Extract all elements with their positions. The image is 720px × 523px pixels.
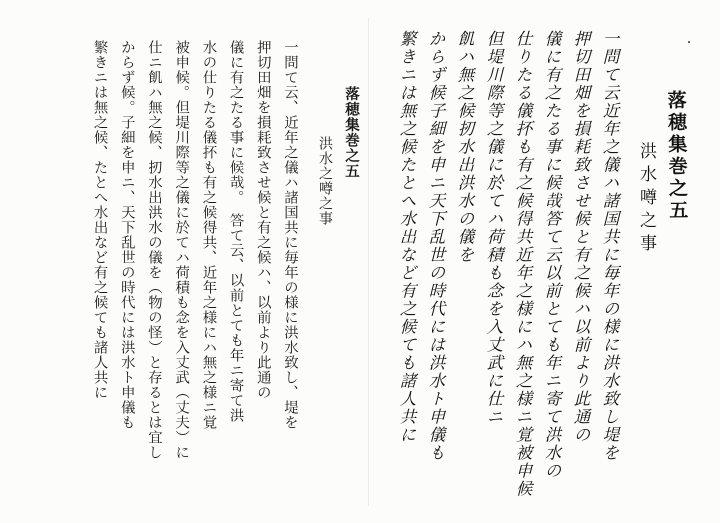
handwritten-manuscript xyxy=(392,30,692,500)
manuscript-line: 繁きニは無之候たとへ水出など有之候ても諸人共に xyxy=(397,29,416,445)
manuscript-title: 落穂集巻之五 xyxy=(664,89,689,223)
manuscript-mark-icon: ・ xyxy=(684,38,694,49)
printed-line: 仕ニ飢ハ無之候、扨水出洪水の儀を（物の怪）と存るとは宜し xyxy=(145,40,162,460)
printed-line: 水の仕りたる儀抔も有之候得共、近年之様にハ無之様ニ覚 xyxy=(200,40,217,430)
manuscript-line: 一問て云近年之儀ハ諸国共に毎年の様に洪水致し堤を xyxy=(600,29,619,463)
manuscript-line: 但堤川際等之儀に於てハ荷積も念を入丈武に仕ニ xyxy=(484,29,503,427)
printed-line: 被申候。但堤川際等之儀に於てハ荷積も念を入丈武（丈夫）に xyxy=(173,40,190,460)
printed-line: 儀に有之たる事に候哉。 答て云、以前とても年ニ寄て洪 xyxy=(227,40,244,423)
manuscript-subtitle: 洪水噂之事 xyxy=(636,142,656,257)
printed-line: 繁きニは無之候、たとへ水出など有之候ても諸人共に xyxy=(91,40,108,400)
printed-title: 落穂集巻之五 xyxy=(343,86,360,179)
manuscript-line: からず候子細を申ニ天下乱世の時代には洪水ト申儀も xyxy=(426,29,445,463)
page-divider xyxy=(368,18,369,506)
printed-line: 押切田畑を損耗致させ候と有之候ハ、以前より此通の xyxy=(254,40,271,400)
printed-line: からず候。子細を申ニ、天下乱世の時代には洪水ト申儀も xyxy=(118,40,135,430)
printed-subtitle: 洪水之噂之事 xyxy=(317,136,333,226)
manuscript-line: 押切田畑を損耗致させ候と有之候ハ以前より此通の xyxy=(571,29,590,445)
manuscript-line: 仕りたる儀抔も有之候得共近年之様にハ無之様ニ覚被申候 xyxy=(513,29,532,499)
printed-transcription xyxy=(62,40,362,460)
manuscript-line: 飢ハ無之候扨水出洪水の儀を xyxy=(455,29,474,265)
manuscript-line: 儀に有之たる事に候哉答て云以前とても年ニ寄て洪水の xyxy=(542,29,561,481)
printed-line: 一問て云、近年之儀ハ諸国共に毎年の様に洪水致し、堤を xyxy=(282,40,298,430)
